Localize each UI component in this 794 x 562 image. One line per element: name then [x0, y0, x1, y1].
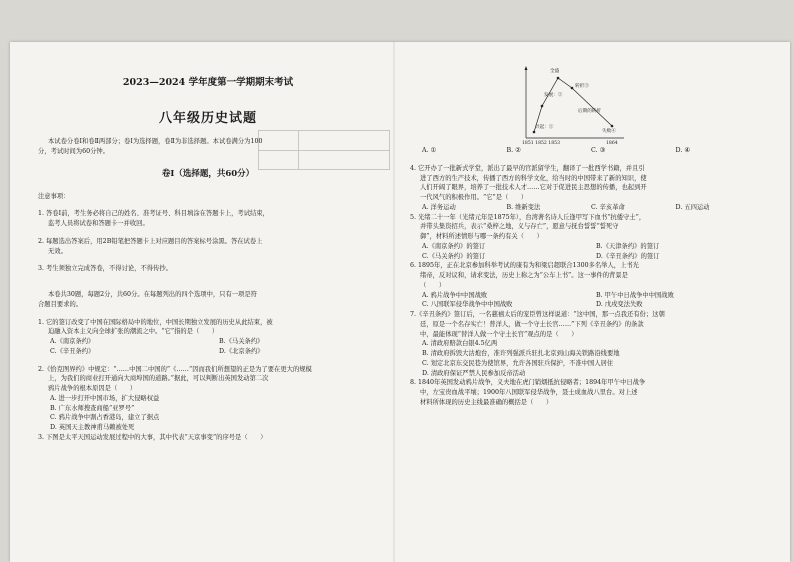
question-5-line: 并带头集资招兵，表示“桑梓之地，义与存亡”，愿意与抚台誓誓“誓死守	[420, 223, 619, 231]
option-d: D. 清政府保证严禁人民参加反帝活动	[422, 369, 526, 377]
option-c: C. ③	[591, 147, 606, 154]
note-line: 监考人员将试卷和答题卡一并收回。	[48, 220, 149, 228]
q6-options	[410, 291, 760, 311]
note-line: 2. 每题选出答案后，用2B铅笔把答题卡上对应题目的答案标号涂黑。答在试卷上	[38, 237, 263, 245]
q3-options	[410, 146, 760, 156]
label-year-end: 1864	[606, 141, 618, 146]
q4-options	[410, 203, 760, 213]
right-column	[410, 42, 760, 408]
option-d: D. 五四运动	[675, 203, 710, 211]
question-7: 7.《辛丑条约》签订后，一名慈禧太后的宠臣曾这样说道：“这中国，那一点我还有份；这朝	[410, 311, 665, 318]
option-c: C. 八国联军侵华战争中中国战败	[422, 301, 513, 309]
label-failure: 失败④	[602, 129, 616, 134]
notes-heading: 注意事项：	[38, 192, 70, 200]
question-3: 3. 下图是太平天国运动发展过程中的大事，其中代表“天京事变”的序号是（ ）	[38, 433, 267, 441]
option-a: A.《南京条约》	[50, 338, 95, 346]
label-peak: 全盛	[550, 69, 560, 74]
question-6: 6. 1895年，正在北京参加科举考试的康有为和梁启超联合1300多名举人，上书光	[410, 262, 639, 270]
option-b: B. 维新变法	[506, 203, 541, 211]
score-table	[258, 130, 390, 170]
question-1-line: 迫融入资本主义向全球扩张的潮流之中。“它”指的是（ ）	[48, 328, 219, 336]
question-7-line: 廷，原是一个名存实亡！普洋人，做一个守土长官……”下列《辛丑条约》的条款	[420, 320, 644, 328]
instruction-line: 合题目要求的。	[38, 300, 83, 308]
option-a: A. 清政府赔款白银4.5亿两	[422, 340, 498, 348]
option-d: D. 戊戌变法失败	[596, 301, 643, 309]
option-b: B. ②	[506, 147, 521, 154]
question-7-line: 中，最能体现“替洋人做一个守土长官”观点的是（ ）	[420, 330, 578, 338]
question-1: 1. 它的签订改变了中国在国际格局中的地位，中国长期独立发展的历史从此结束，被	[38, 318, 273, 326]
taiping-timeline-diagram	[520, 66, 630, 146]
intro-line: 本试卷分卷Ⅰ和卷Ⅱ两部分；卷Ⅰ为选择题，卷Ⅱ为非选择题。本试卷满分为100	[48, 137, 263, 145]
left-column	[38, 42, 378, 443]
question-8-line: 中，左宝贵血战平壤；1900年八国联军侵华战争，聂士成血战八里台。对上述	[420, 389, 638, 396]
question-4-line: 人们开阔了眼界，培养了一批技术人才……它对于促进民主思想的传播，也起到开	[420, 184, 647, 192]
question-4-line: 一代风气的积极作用。“它”是（ ）	[420, 194, 528, 201]
option-c: C.《辛丑条约》	[50, 347, 95, 355]
question-6-line: （ ）	[420, 281, 446, 289]
section-title: 卷Ⅰ（选择题，共60分）	[161, 169, 255, 180]
option-a: A.《南京条约》的签订	[422, 242, 486, 250]
page-fold	[393, 42, 395, 562]
q7-options	[410, 339, 760, 378]
question-8-line: 材料所体现的历史主线最准确的概括是（ ）	[420, 398, 553, 406]
exam-title: 2023—2024 学年度第一学期期末考试	[122, 77, 294, 88]
q5-options	[410, 242, 760, 262]
option-b: B. 甲午中日战争中中国战败	[596, 291, 674, 299]
label-rise: 兴起：①	[535, 125, 554, 130]
q1-options	[38, 337, 378, 357]
option-b: B.《马关条约》	[219, 338, 264, 346]
option-a: A. 洋务运动	[422, 203, 456, 211]
option-a: A. ①	[422, 147, 437, 154]
option-b: B. 广东水师搜查商船“亚罗号”	[50, 404, 135, 412]
option-c: C. 划定北京东交民巷为使馆界，允许各国驻兵保护，不准中国人居住	[422, 359, 614, 367]
label-turning: 转折③	[575, 84, 589, 89]
intro-line: 分，考试时间为60分钟。	[38, 147, 109, 155]
question-4: 4. 它开办了一批新式学堂，派出了最早的官派留学生，翻译了一批西学书籍，并且引	[410, 164, 645, 172]
question-2: 2.《恰克图界约》中规定：“……中国二中国的”《……“因而我们所想望的正是为了要在更大的规模	[38, 365, 312, 373]
option-a: A. 鸦片战争中中国战败	[422, 291, 488, 299]
question-6-line: 绪帝，反对议和，请求变法，历史上称之为“公车上书”。这一事件的背景是	[420, 272, 628, 279]
option-a: A. 进一步打开中国市场，扩大侵略权益	[50, 394, 160, 402]
option-d: D. 英国天主教神甫马赖被处死	[50, 424, 135, 432]
question-4-line: 进了西方的生产技术，传播了西方的科学文化，给当时的中国带来了新的知识，使	[420, 174, 647, 182]
note-line: 1. 答卷Ⅰ前，考生务必将自己的姓名、准考证号、科目填涂在答题卡上，考试结束，	[38, 210, 269, 218]
option-d: D.《北京条约》	[219, 347, 264, 355]
label-development: 发展：②	[544, 93, 563, 98]
question-8: 8. 1840年英国发动鸦片战争，义夫地在虎门销烟抵抗侵略者；1894年甲午中日战争	[410, 379, 646, 387]
question-5-line: 御”，材料所述情形与哪一条约有关（ ）	[420, 233, 543, 240]
subject-title: 八年级历史试题	[158, 110, 257, 126]
exam-paper	[10, 42, 790, 562]
question-5: 5. 光绪二十一年（光绪元年是1875年），台湾著名诗人丘逢甲写下血书“抗倭守土”，	[410, 213, 646, 221]
question-2-line: 上，为我们的商业打开通向大商埠国的道路。”据此，可以判断出英国发动第二次	[48, 375, 269, 383]
label-late-period: 后期的转折	[578, 109, 601, 114]
option-b: B.《天津条约》的签订	[596, 242, 660, 250]
option-c: C.《马关条约》的签订	[422, 252, 486, 260]
option-d: D. ④	[675, 147, 690, 154]
note-line: 3. 考生须独立完成答卷，不得讨论，不得传抄。	[38, 265, 172, 273]
option-c: C. 辛亥革命	[591, 203, 625, 211]
option-d: D.《辛丑条约》的签订	[596, 252, 660, 260]
option-c: C. 鸦片战争中割占香港岛，建立了据点	[50, 414, 160, 422]
label-years: 1851 1852 1853	[522, 141, 560, 146]
question-2-line: 鸦片战争的根本原因是（ ）	[48, 385, 137, 393]
option-b: B. 清政府拆毁大沽炮台，准许列强派兵驻扎北京到山海关铁路沿线要地	[422, 350, 620, 357]
instruction-line: 本卷共30题，每题2分，共60分。在每题列出的四个选项中，只有一项是符	[48, 291, 257, 299]
q2-options	[38, 394, 378, 433]
note-line: 无效。	[48, 247, 67, 255]
